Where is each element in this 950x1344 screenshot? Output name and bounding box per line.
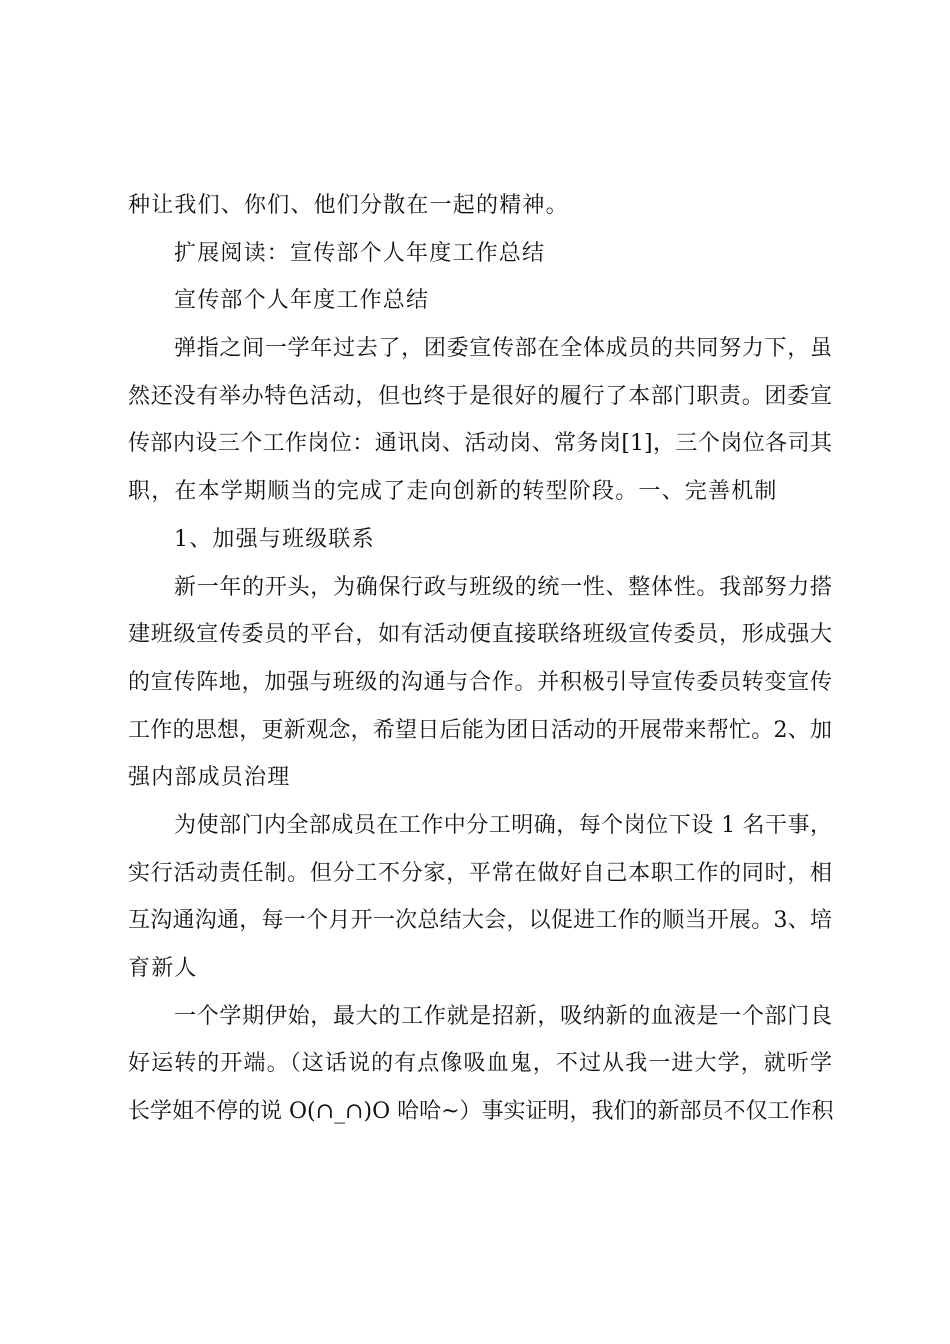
text-line: 强内部成员治理 xyxy=(128,765,291,791)
text-line: 工作的思想，更新观念，希望日后能为团日活动的开展带来帮忙。2、加 xyxy=(128,717,832,743)
section-title: 宣传部个人年度工作总结 xyxy=(174,288,430,314)
text-line: 育新人 xyxy=(128,956,198,981)
text-line: 一个学期伊始，最大的工作就是招新，吸纳新的血液是一个部门良 xyxy=(174,1003,832,1029)
subheading: 1、加强与班级联系 xyxy=(174,526,375,552)
text-line: 为使部门内全部成员在工作中分工明确，每个岗位下设 1 名干事， xyxy=(174,812,832,838)
text-line: 新一年的开头，为确保行政与班级的统一性、整体性。我部努力搭 xyxy=(174,574,832,600)
text-line: 互沟通沟通，每一个月开一次总结大会，以促进工作的顺当开展。3、培 xyxy=(128,908,832,934)
text-line: 弹指之间一学年过去了，团委宣传部在全体成员的共同努力下，虽 xyxy=(174,336,832,362)
text-line: 的宣传阵地，加强与班级的沟通与合作。并积极引导宣传委员转变宣传 xyxy=(128,669,832,695)
text-line: 然还没有举办特色活动，但也终于是很好的履行了本部门职责。团委宣 xyxy=(128,383,832,409)
text-line: 长学姐不停的说 O(∩_∩)O 哈哈~）事实证明，我们的新部员不仅工作积 xyxy=(128,1099,834,1125)
text-line: 好运转的开端。（这话说的有点像吸血鬼，不过从我一进大学，就听学 xyxy=(128,1051,832,1077)
text-line: 传部内设三个工作岗位：通讯岗、活动岗、常务岗[1]，三个岗位各司其 xyxy=(128,431,832,457)
document-body xyxy=(128,182,832,1136)
text-line: 扩展阅读：宣传部个人年度工作总结 xyxy=(174,240,546,266)
text-line: 建班级宣传委员的平台，如有活动便直接联络班级宣传委员，形成强大 xyxy=(128,622,832,648)
text-line: 种让我们、你们、他们分散在一起的精神。 xyxy=(128,193,569,218)
text-line: 实行活动责任制。但分工不分家，平常在做好自己本职工作的同时，相 xyxy=(128,860,832,886)
text-line: 职，在本学期顺当的完成了走向创新的转型阶段。一、完善机制 xyxy=(128,479,778,505)
